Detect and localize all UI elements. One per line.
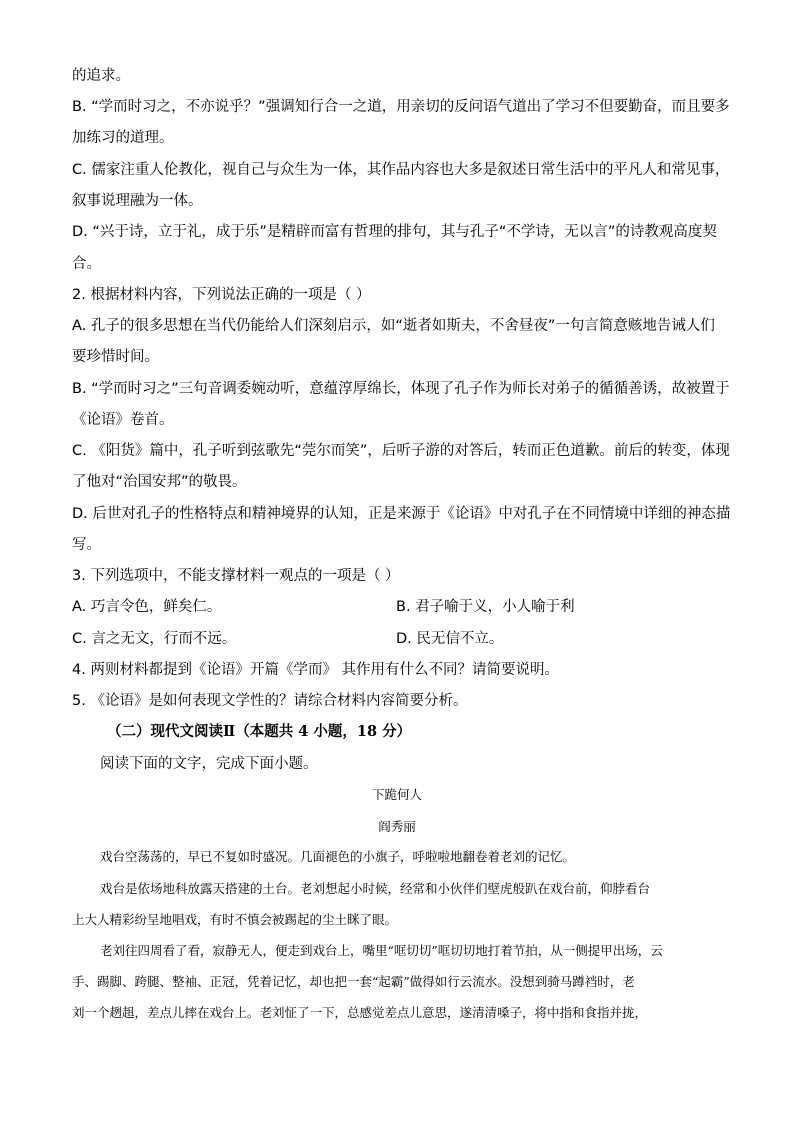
option-c-line-1: C. 儒家注重人伦教化，视自己与众生为一体，其作品内容也大多是叙述日常生活中的平凡人和常见事， bbox=[72, 162, 730, 178]
option-d-line-2: 合。 bbox=[72, 256, 101, 272]
q2-option-a-line-1: A. 孔子的很多思想在当代仍能给人们深刻启示，如“逝者如斯夫，不舍昼夜”一句言简意赅地告诫人们 bbox=[72, 318, 715, 334]
q2-option-a-line-2: 要珍惜时间。 bbox=[72, 349, 159, 365]
q2-option-d-line-1: D. 后世对孔子的性格特点和精神境界的认知，正是来源于《论语》中对孔子在不同情境中详细的神态描 bbox=[72, 506, 731, 522]
option-b-line-1: B. “学而时习之，不亦说乎？”强调知行合一之道，用亲切的反问语气道出了学习不但要勤奋，而且要多 bbox=[72, 99, 730, 115]
text-line: 的追求。 bbox=[72, 68, 130, 84]
question-3: 3. 下列选项中，不能支撑材料一观点的一项是（ ） bbox=[72, 568, 400, 584]
section-title: （二）现代文阅读Ⅱ（本题共 4 小题，18 分） bbox=[107, 723, 412, 740]
story-paragraph-3-line-3: 刘一个趔趄，差点儿摔在戏台上。老刘怔了一下，总感觉差点儿意思，遂清清嗓子，将中指和食指并拢， bbox=[72, 1005, 648, 1020]
q3-option-c: C. 言之无文，行而不远。 bbox=[72, 631, 237, 647]
q2-option-d-line-2: 写。 bbox=[72, 537, 101, 553]
q3-option-d: D. 民无信不立。 bbox=[396, 631, 504, 647]
story-paragraph-1: 戏台空荡荡的，早已不复如时盛况。几面褪色的小旗子，呼啦啦地翻卷着老刘的记忆。 bbox=[100, 849, 576, 864]
option-b-line-2: 加练习的道理。 bbox=[72, 130, 174, 146]
story-author: 阎秀丽 bbox=[378, 819, 416, 834]
story-paragraph-3-line-1: 老刘往四周看了看，寂静无人，便走到戏台上，嘴里“哐切切”哐切切地打着节拍，从一侧提甲出场，云 bbox=[100, 943, 663, 958]
question-4: 4. 两则材料都提到《论语》开篇《学而》 其作用有什么不同？请简要说明。 bbox=[72, 662, 560, 678]
q2-option-b-line-2: 《论语》卷首。 bbox=[72, 412, 174, 428]
question-5: 5. 《论语》是如何表现文学性的？请综合材料内容简要分析。 bbox=[72, 693, 468, 709]
option-d-line-1: D. “兴于诗，立于礼，成于乐”是精辟而富有哲理的排句，其与孔子“不学诗，无以言”的诗教观高度契 bbox=[72, 224, 717, 240]
q2-option-c-line-1: C. 《阳货》篇中，孔子听到弦歌先“莞尔而笑”，后听子游的对答后，转而正色道歉。前后的转变，体现 bbox=[72, 443, 730, 459]
story-title: 下跪何人 bbox=[371, 787, 422, 802]
q3-option-b: B. 君子喻于义，小人喻于利 bbox=[396, 599, 575, 615]
story-paragraph-3-line-2: 手、踢脚、跨腿、整袖、正冠，凭着记忆，却也把一套“起霸”做得如行云流水。没想到骑马蹲裆时，老 bbox=[72, 974, 635, 989]
story-paragraph-2-line-2: 上大人精彩纷呈地唱戏，有时不慎会被踢起的尘土眯了眼。 bbox=[72, 912, 398, 927]
q2-option-c-line-2: 了他对“治国安邦”的敬畏。 bbox=[72, 474, 247, 490]
reading-instruction: 阅读下面的文字，完成下面小题。 bbox=[100, 756, 318, 772]
question-2: 2. 根据材料内容，下列说法正确的一项是（ ） bbox=[72, 287, 371, 303]
story-paragraph-2-line-1: 戏台是依场地科放露天搭建的土台。老刘想起小时候，经常和小伙伴们壁虎般趴在戏台前，仰脖看台 bbox=[100, 881, 651, 896]
q2-option-b-line-1: B. “学而时习之”三句音调委婉动听，意蕴淳厚绵长，体现了孔子作为师长对弟子的循循善诱，故被置于 bbox=[72, 381, 730, 397]
q3-option-a: A. 巧言令色，鲜矣仁。 bbox=[72, 599, 222, 615]
option-c-line-2: 叙事说理融为一体。 bbox=[72, 193, 203, 209]
